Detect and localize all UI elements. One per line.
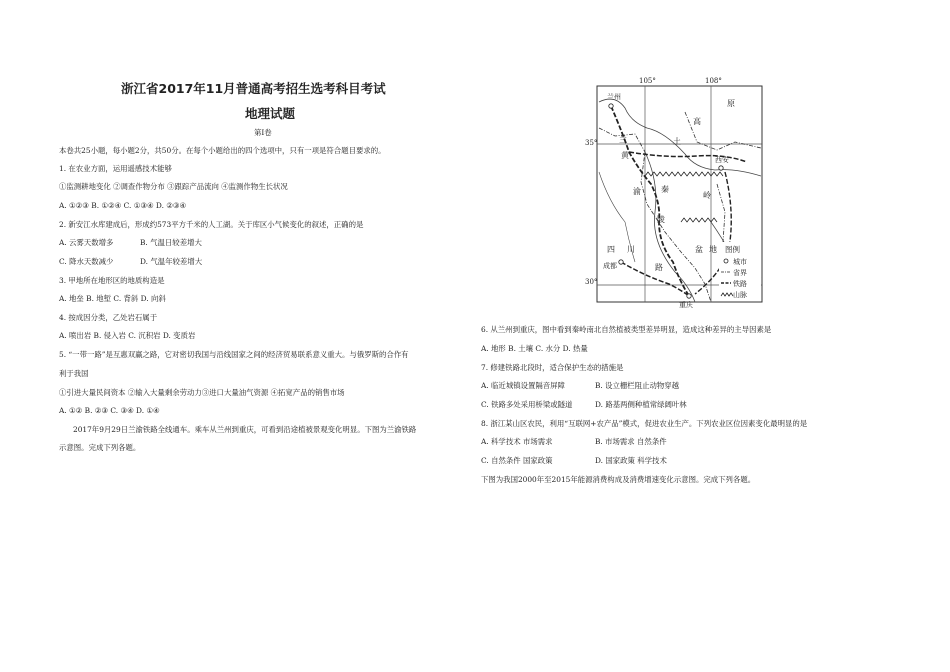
legend-city-symbol [724,259,728,263]
label-ling2: 陵 [657,215,665,224]
city-xian-marker [719,166,723,170]
q5-options: A. ①② B. ②③ C. ③④ D. ①④ [59,406,160,415]
q2-stem: 2. 新安江水库建成后，形成约573平方千米的人工湖。关于库区小气候变化的叙述，正确的是 [59,220,364,229]
q7-option-b: B. 设立栅栏阻止动物穿越 [595,381,680,390]
label-gao: 高 [693,117,701,126]
q2-option-a: A. 云雾天数增多 [59,238,114,247]
q5-stem-line2: 利于我国 [59,369,89,378]
map-intro-line2: 示意图。完成下列各题。 [59,443,141,452]
label-lanzhou: 兰州 [607,93,621,101]
energy-chart-intro: 下图为我国2000年至2015年能源消费构成及消费增速变化示意图。完成下列各题。 [481,475,756,484]
label-huang: 黄 [621,151,629,160]
lat-35-label: 35° [585,139,598,147]
label-di: 地 [709,245,717,254]
q6-options: A. 地形 B. 土壤 C. 水分 D. 热量 [481,344,588,353]
q4-stem: 4. 按成因分类，乙处岩石属于 [59,313,158,322]
label-chengdu: 成都 [603,262,617,270]
label-tu: 土 [673,137,681,146]
q3-options: A. 地垒 B. 地堑 C. 背斜 D. 向斜 [59,294,166,303]
q7-option-a: A. 临近城镇设置隔音屏障 [481,381,565,390]
instructions: 本卷共25小题，每小题2分，共50分。在每个小题给出的四个选项中，只有一项是符合题目要求的。 [59,146,386,155]
lat-30-label: 30° [585,278,598,286]
legend-city: 城市 [733,258,747,266]
lon-108-label: 108° [705,77,722,85]
q4-options: A. 喷出岩 B. 侵入岩 C. 沉积岩 D. 变质岩 [59,331,196,340]
q2-option-c: C. 降水天数减少 [59,257,114,266]
q6-stem: 6. 从兰州到重庆，图中看到秦岭南北自然植被类型差异明显，造成这种差异的主导因素是 [481,325,772,334]
exam-subtitle: 地理试题 [245,106,296,121]
legend-mountain: 山脉 [733,291,747,299]
label-chuan: 川 [627,245,635,254]
label-lan: 兰 [619,135,627,144]
label-lu: 路 [655,263,663,272]
part-label: 第Ⅰ卷 [254,128,272,137]
legend-title: 图例 [725,245,740,254]
q5-items: ①引进大量民间资本 ②输入大量剩余劳动力③进口大量油气资源 ④拓宽产品的销售市场 [59,388,345,397]
label-xian: 西安 [715,156,729,164]
q8-option-a: A. 科学技术 市场需求 [481,437,553,446]
q2-option-d: D. 气温年较差增大 [140,257,203,266]
lanyu-railway-map [585,72,770,318]
label-chongqing: 重庆 [679,301,693,309]
city-chengdu-marker [619,260,623,264]
q8-stem: 8. 浙江某山区农民，利用“互联网+农产品”模式，促进农业生产。下列农业区位因素变化最明显的是 [481,419,808,428]
q8-option-c: C. 自然条件 国家政策 [481,456,553,465]
q8-option-b: B. 市场需求 自然条件 [595,437,667,446]
legend-border: 省界 [733,269,747,277]
map-intro-line1: 2017年9月29日兰渝铁路全线通车。乘车从兰州到重庆，可看到沿途植被景观变化明显。下图为兰渝铁路 [73,425,417,434]
city-chongqing-marker [687,294,691,298]
exam-title: 浙江省2017年11月普通高考招生选考科目考试 [121,81,386,96]
label-yuan: 原 [727,99,735,108]
label-ling: 岭 [703,191,711,200]
q7-option-d: D. 路基两侧种植常绿阔叶林 [595,400,687,409]
q1-stem: 1. 在农业方面，运用遥感技术能够 [59,164,172,173]
q1-items: ①监测耕地变化 ②调查作物分布 ③跟踪产品流向 ④监测作物生长状况 [59,182,288,191]
q2-option-b: B. 气温日较差增大 [140,238,202,247]
label-si: 四 [607,245,615,254]
label-yu: 渝 [633,187,641,196]
q8-option-d: D. 国家政策 科学技术 [595,456,667,465]
city-lanzhou-marker [609,104,613,108]
q3-stem: 3. 甲地所在地形区的地质构造是 [59,276,165,285]
q7-stem: 7. 修建铁路北段时，适合保护生态的措施是 [481,363,624,372]
q7-option-c: C. 铁路多处采用桥梁或隧道 [481,400,573,409]
label-pen: 盆 [695,245,703,254]
lon-105-label: 105° [639,77,656,85]
q1-options: A. ①②③ B. ①②④ C. ①③④ D. ②③④ [59,201,187,210]
map-legend [719,242,761,301]
legend-railway: 铁路 [733,280,747,288]
q5-stem-line1: 5. “一带一路”是互惠双赢之路，它对密切我国与沿线国家之间的经济贸易联系意义重大。与俄罗斯的合作有 [59,350,409,359]
label-qin: 秦 [661,185,669,194]
